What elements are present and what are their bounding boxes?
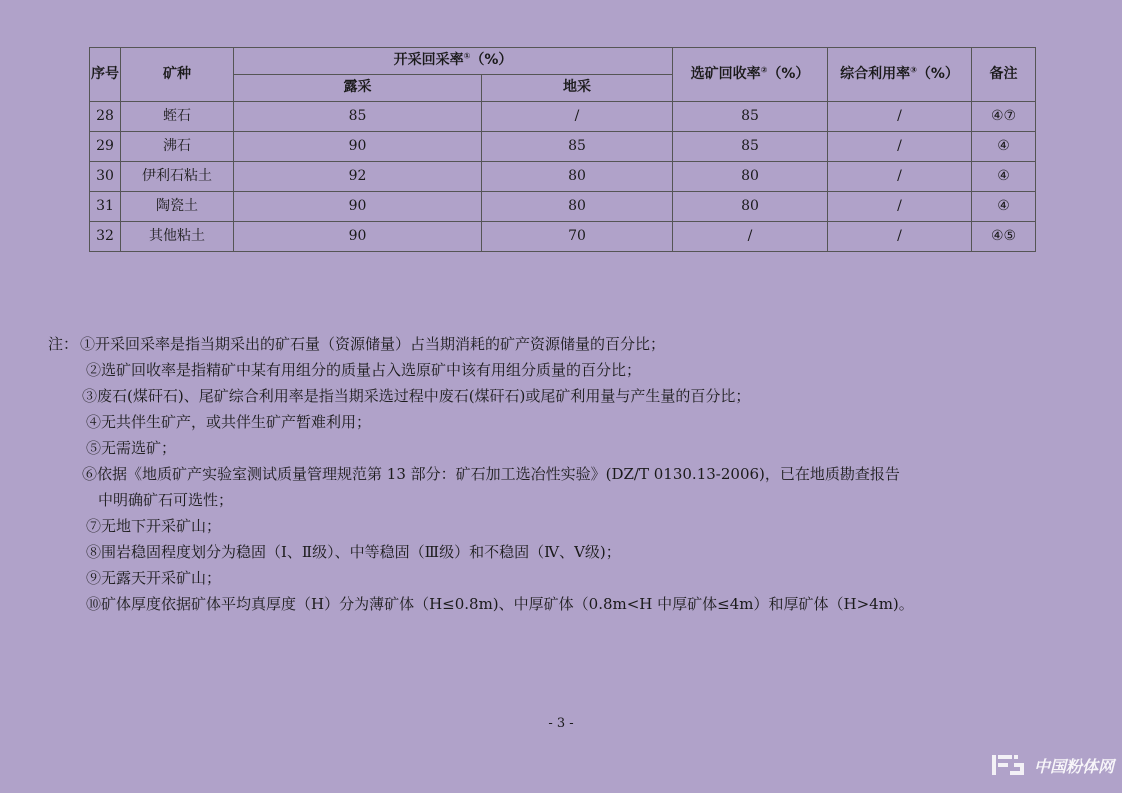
cell-open-pit: 90 — [234, 132, 482, 162]
cell-no: 29 — [90, 132, 121, 162]
cell-beneficiation: / — [673, 222, 828, 252]
cell-underground: 70 — [482, 222, 673, 252]
note-item: ⑤无需选矿； — [86, 439, 177, 457]
cell-underground: 80 — [482, 192, 673, 222]
note-item: ⑨无露天开采矿山； — [86, 569, 222, 587]
table-row — [90, 132, 1036, 162]
cell-beneficiation: 80 — [673, 192, 828, 222]
table-row — [90, 192, 1036, 222]
cell-no: 31 — [90, 192, 121, 222]
cell-open-pit: 85 — [234, 102, 482, 132]
cell-beneficiation: 85 — [673, 102, 828, 132]
cell-underground: / — [482, 102, 673, 132]
header-comprehensive: 综合利用率③（%） — [828, 48, 972, 102]
note-item: ⑩矿体厚度依据矿体平均真厚度（H）分为薄矿体（H≤0.8m)、中厚矿体（0.8m<H 中厚矿体≤4m）和厚矿体（H>4m)。 — [86, 595, 914, 613]
cell-no: 28 — [90, 102, 121, 132]
cell-mineral: 伊利石粘土 — [121, 162, 234, 192]
cell-comprehensive: / — [828, 192, 972, 222]
cell-mineral: 陶瓷土 — [121, 192, 234, 222]
note-item: ④无共伴生矿产，或共伴生矿产暂难利用； — [86, 413, 372, 431]
note-item: ⑥依据《地质矿产实验室测试质量管理规范第 13 部分：矿石加工选冶性实验》(DZ/T 0130.13-2006)，已在地质勘查报告 — [82, 465, 900, 483]
note-item-continuation: 中明确矿石可选性； — [98, 491, 234, 509]
mineral-recovery-table — [89, 47, 1036, 252]
note-item: 注： ①开采回采率是指当期采出的矿石量（资源储量）占当期消耗的矿产资源储量的百分比； — [48, 331, 1088, 357]
cell-mineral: 沸石 — [121, 132, 234, 162]
watermark-text: 中国粉体网 — [1033, 756, 1114, 776]
header-seq: 序号 — [90, 48, 121, 102]
cell-comprehensive: / — [828, 222, 972, 252]
cell-remarks: ④⑦ — [972, 102, 1036, 132]
header-mineral: 矿种 — [121, 48, 234, 102]
table-row — [90, 102, 1036, 132]
cell-open-pit: 92 — [234, 162, 482, 192]
header-remarks: 备注 — [972, 48, 1036, 102]
cell-remarks: ④ — [972, 132, 1036, 162]
page-number: - 3 - — [548, 716, 574, 731]
cell-beneficiation: 80 — [673, 162, 828, 192]
notes-prefix: 注： — [48, 335, 79, 353]
header-mining-recovery: 开采回采率①（%） — [234, 48, 673, 75]
cell-mineral: 蛭石 — [121, 102, 234, 132]
header-beneficiation: 选矿回收率②（%） — [673, 48, 828, 102]
notes-section — [48, 331, 1088, 617]
note-item: ⑧围岩稳固程度划分为稳固（Ⅰ、Ⅱ级）、中等稳固（Ⅲ级）和不稳固（Ⅳ、Ⅴ级)； — [86, 543, 621, 561]
cell-no: 30 — [90, 162, 121, 192]
cell-underground: 80 — [482, 162, 673, 192]
note-item: ⑦无地下开采矿山； — [86, 517, 222, 535]
header-underground: 地采 — [482, 75, 673, 102]
watermark — [990, 751, 1114, 779]
cell-remarks: ④ — [972, 162, 1036, 192]
note-item: ③废石(煤矸石)、尾矿综合利用率是指当期采选过程中废石(煤矸石)或尾矿利用量与产生量的百分比； — [82, 387, 751, 405]
cell-open-pit: 90 — [234, 222, 482, 252]
cell-mineral: 其他粘土 — [121, 222, 234, 252]
cell-no: 32 — [90, 222, 121, 252]
table-row — [90, 162, 1036, 192]
cell-underground: 85 — [482, 132, 673, 162]
cell-comprehensive: / — [828, 132, 972, 162]
cell-open-pit: 90 — [234, 192, 482, 222]
table-row — [90, 222, 1036, 252]
header-open-pit: 露采 — [234, 75, 482, 102]
cell-remarks: ④ — [972, 192, 1036, 222]
cell-comprehensive: / — [828, 102, 972, 132]
cell-remarks: ④⑤ — [972, 222, 1036, 252]
cell-beneficiation: 85 — [673, 132, 828, 162]
note-item: ②选矿回收率是指精矿中某有用组分的质量占入选原矿中该有用组分质量的百分比； — [86, 361, 642, 379]
cell-comprehensive: / — [828, 162, 972, 192]
cnpowder-logo-icon — [990, 751, 1028, 779]
